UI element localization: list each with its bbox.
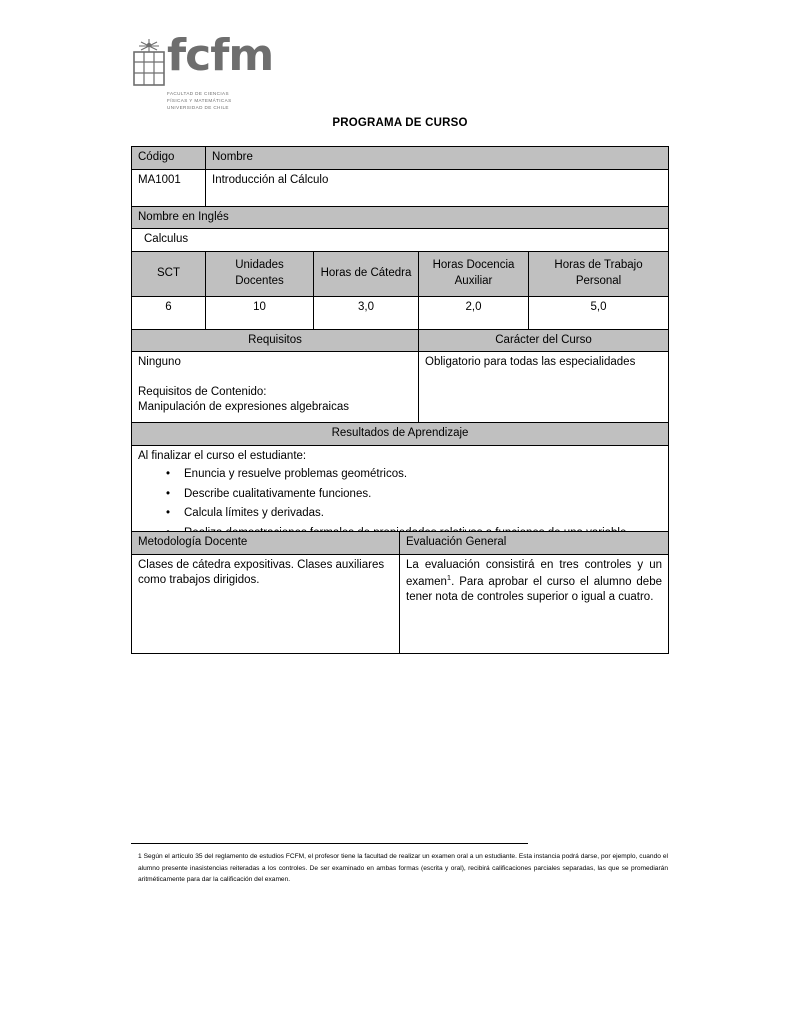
evaluacion-general-header: Evaluación General bbox=[400, 532, 669, 555]
requisitos-header: Requisitos bbox=[132, 329, 419, 352]
metodologia-docente-value: Clases de cátedra expositivas. Clases auxiliares como trabajos dirigidos. bbox=[132, 554, 400, 653]
logo-subtitle-line-1: FACULTAD DE CIENCIAS bbox=[167, 91, 229, 96]
logo-subtitle-line-2: FÍSICAS Y MATEMÁTICAS bbox=[167, 98, 232, 104]
fcfm-logo bbox=[131, 30, 291, 118]
logo-wordmark: fcfm bbox=[167, 30, 274, 81]
evaluacion-text-part-1: La evaluación consistirá en tres controles y un examen bbox=[406, 558, 662, 588]
table-row-lower-headers bbox=[132, 532, 669, 555]
metric-value-sct: 6 bbox=[132, 296, 206, 329]
logo-subtitle-line-3: UNIVERSIDAD DE CHILE bbox=[167, 105, 229, 111]
table-row-requisitos-header bbox=[132, 329, 669, 352]
metric-header-unidades-docentes: Unidades Docentes bbox=[206, 251, 314, 296]
footnote-divider bbox=[131, 843, 528, 844]
requisitos-line-3: Manipulación de expresiones algebraicas bbox=[138, 401, 349, 414]
requisitos-value bbox=[132, 352, 419, 423]
methodology-evaluation-table bbox=[131, 531, 669, 654]
resultados-intro: Al finalizar el curso el estudiante: bbox=[138, 449, 307, 462]
requisitos-line-2: Requisitos de Contenido: bbox=[138, 385, 267, 398]
caracter-curso-header: Carácter del Curso bbox=[419, 329, 669, 352]
codigo-header: Código bbox=[132, 147, 206, 170]
course-info-table bbox=[131, 146, 669, 555]
metric-header-horas-trabajo-personal: Horas de Trabajo Personal bbox=[529, 251, 669, 296]
codigo-value: MA1001 bbox=[132, 169, 206, 206]
resultados-aprendizaje-header: Resultados de Aprendizaje bbox=[132, 423, 669, 446]
table-row-english-header bbox=[132, 206, 669, 229]
metodologia-docente-header: Metodología Docente bbox=[132, 532, 400, 555]
list-item: • Enuncia y resuelve problemas geométricos. bbox=[184, 467, 662, 483]
table-row-lower-values bbox=[132, 554, 669, 653]
logo-subtitle bbox=[167, 90, 232, 111]
nombre-header: Nombre bbox=[206, 147, 669, 170]
table-row-metric-values bbox=[132, 296, 669, 329]
page-title: PROGRAMA DE CURSO bbox=[332, 117, 468, 129]
footnote-text: 1 Según el artículo 35 del reglamento de estudios FCFM, el profesor tiene la facultad de realizar un examen oral a un estudiante. Esta instancia podrá darse, por ejemplo, cuando el alumno presente inasistencias reiteradas a los controles. De ser examinado en ambas formas (escrita y oral), recibirá calificaciones parciales separadas, las que se promediarán aritméticamente para dar la calificación del examen. bbox=[138, 853, 668, 884]
metric-header-sct: SCT bbox=[132, 251, 206, 296]
caracter-curso-value: Obligatorio para todas las especialidades bbox=[419, 352, 669, 423]
nombre-ingles-value: Calculus bbox=[132, 229, 669, 252]
evaluacion-general-value bbox=[400, 554, 669, 653]
list-item: • Calcula límites y derivadas. bbox=[184, 506, 662, 522]
metric-value-horas-trabajo-personal: 5,0 bbox=[529, 296, 669, 329]
table-row-resultados-header bbox=[132, 423, 669, 446]
fcfm-emblem-icon bbox=[131, 38, 167, 86]
metric-value-unidades-docentes: 10 bbox=[206, 296, 314, 329]
nombre-ingles-header: Nombre en Inglés bbox=[132, 206, 669, 229]
nombre-value: Introducción al Cálculo bbox=[206, 169, 669, 206]
evaluacion-text-part-2: . Para aprobar el curso el alumno debe tener nota de controles superior o igual a cuatro. bbox=[406, 575, 662, 604]
metric-header-horas-catedra: Horas de Cátedra bbox=[314, 251, 419, 296]
table-row-requisitos-value bbox=[132, 352, 669, 423]
list-item: • Describe cualitativamente funciones. bbox=[184, 487, 662, 503]
table-row-code-value bbox=[132, 169, 669, 206]
requisitos-line-1: Ninguno bbox=[138, 356, 181, 369]
metric-value-horas-catedra: 3,0 bbox=[314, 296, 419, 329]
evaluacion-footnote-marker: 1 bbox=[446, 573, 452, 583]
table-row-metric-headers bbox=[132, 251, 669, 296]
table-row-code-header bbox=[132, 147, 669, 170]
metric-value-horas-docencia-auxiliar: 2,0 bbox=[419, 296, 529, 329]
metric-header-horas-docencia-auxiliar: Horas Docencia Auxiliar bbox=[419, 251, 529, 296]
table-row-english-value bbox=[132, 229, 669, 252]
